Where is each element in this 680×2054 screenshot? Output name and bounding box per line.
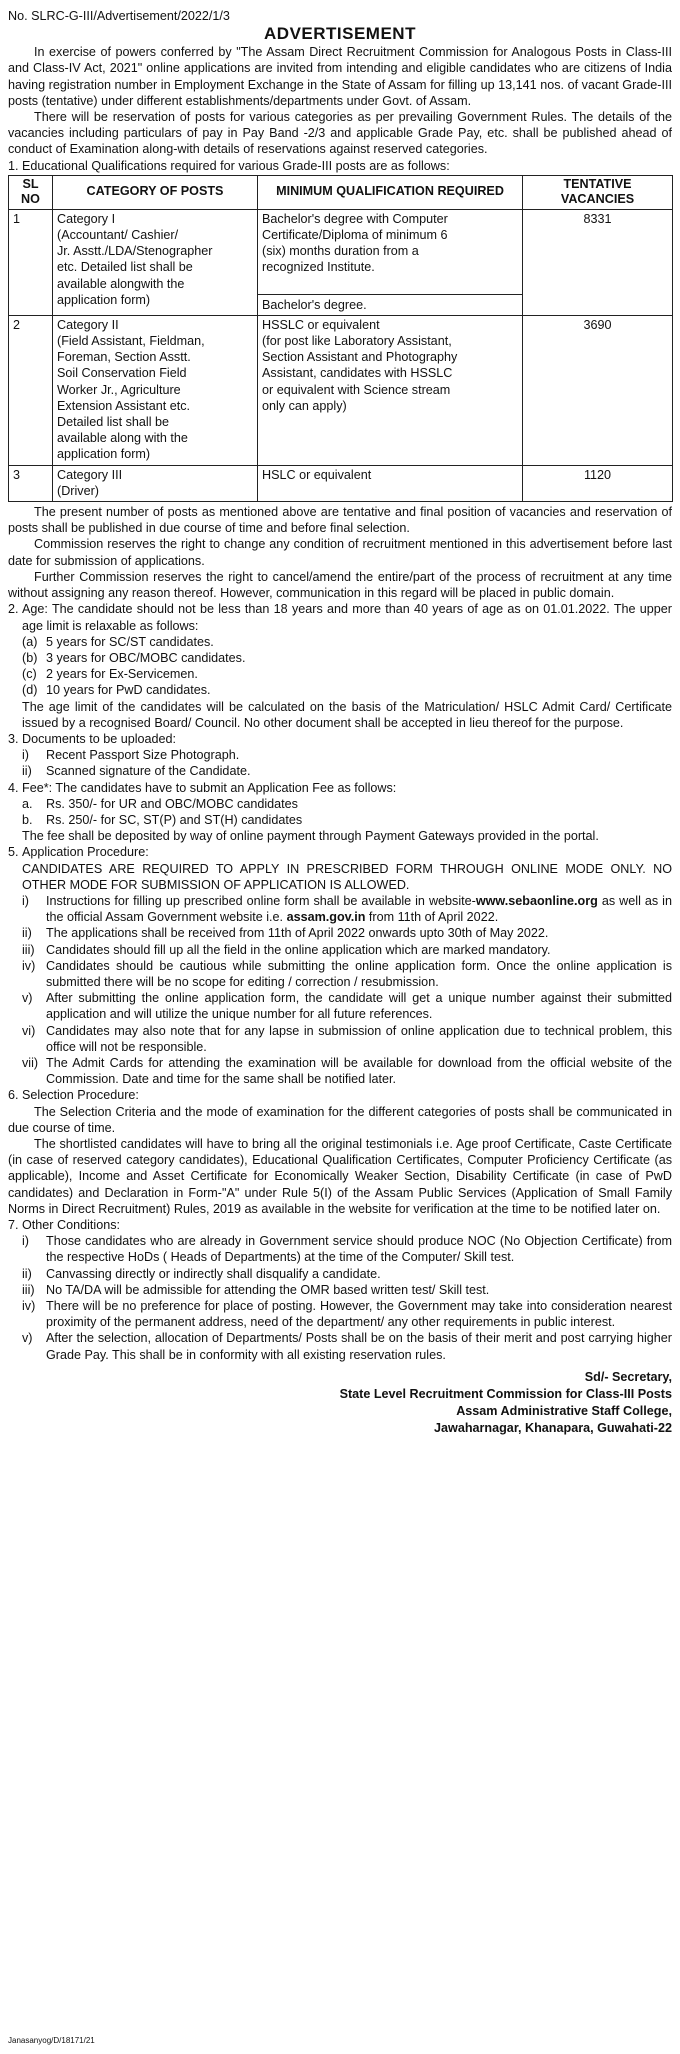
list-marker: (a)	[22, 634, 38, 649]
list-marker: vi)	[22, 1023, 36, 1038]
list-text: 10 years for PwD candidates.	[46, 683, 211, 698]
list-marker: ii)	[22, 764, 32, 779]
list-marker: i)	[22, 1234, 29, 1249]
section-number: 7.	[8, 1218, 19, 1233]
list-marker: b.	[22, 812, 33, 827]
cell-category: Category III (Driver)	[53, 465, 258, 501]
section-application	[8, 844, 672, 860]
cell-category: Category I (Accountant/ Cashier/ Jr. Asstt./LDA/Stenographer etc. Detailed list shall be available alongwith the application form)	[53, 209, 258, 315]
list-text: After submitting the online application form, the candidate will get a unique number against their submitted application and will utilize the unique number for all future references.	[46, 991, 672, 1022]
section-fee	[8, 780, 672, 796]
list-marker: iv)	[22, 958, 36, 973]
cell-category: Category II (Field Assistant, Fieldman, Foreman, Section Asstt. Soil Conservation Field Worker Jr., Agriculture Extension Assistant etc. Detailed list shall be available along with the application form)	[53, 315, 258, 465]
list-text: The applications shall be received from 11th of April 2022 onwards upto 30th of May 2022.	[46, 926, 549, 941]
section-text: Documents to be uploaded:	[22, 731, 177, 746]
list-text: Candidates may also note that for any lapse in submission of online application due to technical problem, this office will not be responsible.	[46, 1023, 672, 1054]
list-marker: (d)	[22, 683, 38, 698]
list-text: Rs. 250/- for SC, ST(P) and ST(H) candidates	[46, 812, 303, 827]
cell-qualification	[258, 209, 523, 315]
list-item	[8, 1282, 672, 1298]
list-text: Scanned signature of the Candidate.	[46, 764, 251, 779]
section-text: Selection Procedure:	[22, 1088, 139, 1103]
cell-sl: 3	[9, 465, 53, 501]
list-item	[8, 763, 672, 779]
section-documents	[8, 731, 672, 747]
instruction-text: from 11th of April 2022.	[365, 910, 499, 925]
list-marker: iii)	[22, 942, 35, 957]
list-item	[8, 812, 672, 828]
rights-paragraph: Commission reserves the right to change any condition of recruitment mentioned in this advertisement before last date for submission of applications.	[8, 537, 672, 568]
list-marker: v)	[22, 1331, 33, 1346]
table-row	[9, 465, 673, 501]
instruction-text: as well as in the official Assam Government website i.e.	[46, 893, 672, 925]
list-item	[8, 1298, 672, 1330]
section-text: Age: The candidate should not be less than 18 years and more than 40 years of age as on 01.01.2022. The upper age limit is relaxable as follows:	[22, 602, 672, 633]
section-age	[8, 601, 672, 633]
section-text: Fee*: The candidates have to submit an Application Fee as follows:	[22, 780, 397, 795]
list-text: There will be no preference for place of posting. However, the Government may take into consideration nearest proximity of the permanent address, need of the department/ any other requirements in public interest.	[46, 1299, 672, 1330]
cell-sl: 2	[9, 315, 53, 465]
signature-block	[8, 1369, 672, 1437]
list-text: 2 years for Ex-Servicemen.	[46, 667, 198, 682]
section-other-conditions	[8, 1217, 672, 1233]
list-item	[8, 893, 672, 925]
list-text: 3 years for OBC/MOBC candidates.	[46, 650, 246, 665]
list-text: Rs. 350/- for UR and OBC/MOBC candidates	[46, 796, 298, 811]
column-header-category: CATEGORY OF POSTS	[53, 175, 258, 209]
cell-vacancies: 8331	[523, 209, 673, 315]
list-text: After the selection, allocation of Departments/ Posts shall be on the basis of their merit and post carrying higher Grade Pay. This shall be in conformity with all existing reservation rules.	[46, 1331, 672, 1362]
selection-paragraph: The Selection Criteria and the mode of examination for the different categories of posts shall be communicated in due course of time.	[8, 1104, 672, 1135]
list-item	[8, 682, 672, 698]
list-marker: a.	[22, 796, 33, 811]
table-header-row	[9, 175, 673, 209]
list-text: Candidates should fill up all the field in the online application which are marked mandatory.	[46, 942, 551, 957]
fee-note: The fee shall be deposited by way of online payment through Payment Gateways provided in the portal.	[22, 829, 599, 844]
list-item	[8, 747, 672, 763]
list-item	[8, 958, 672, 990]
age-note: The age limit of the candidates will be calculated on the basis of the Matriculation/ HSLC Admit Card/ Certificate issued by a recognised Board/ Council. No other document shall be accepted in lieu thereof for the purpose.	[22, 699, 672, 730]
cell-vacancies: 3690	[523, 315, 673, 465]
list-text: Recent Passport Size Photograph.	[46, 748, 240, 763]
signature-line: Jawaharnagar, Khanapara, Guwahati-22	[434, 1420, 672, 1435]
tentative-note-paragraph: The present number of posts as mentioned above are tentative and final position of vacancies and reservation of posts shall be published in due course of time and before final selection.	[8, 505, 672, 536]
footer-code: Janasanyog/D/18171/21	[8, 2036, 95, 2045]
qualification-alt-text: Bachelor's degree.	[258, 294, 522, 313]
column-header-qualification: MINIMUM QUALIFICATION REQUIRED	[258, 175, 523, 209]
list-item	[8, 666, 672, 682]
list-item	[8, 1023, 672, 1055]
intro-paragraph: In exercise of powers conferred by "The Assam Direct Recruitment Commission for Analogous Posts in Class-III and Class-IV Act, 2021" online applications are invited from intending and eligible candidates who are citizens of India having registration number in Employment Exchange in the State of Assam for filling up 13,141 nos. of vacant Grade-III posts (tentative) under different establishments/departments under Govt. of Assam.	[8, 45, 672, 108]
testimonials-paragraph: The shortlisted candidates will have to bring all the original testimonials i.e. Age proof Certificate, Caste Certificate (in case of reserved category candidates), Educational Qualification Certificates, Computer Proficiency Certificate (as applicable), Income and Asset Certificate for Economically Weaker Section, Disability Certificate (in case of PwD candidates) and Declaration in Form-"A" under Rule 5(I) of the Assam Public Services (Application of Small Family Norms in Direct Recruitment) Rules, 2019 as available in the website for verification at the time to be notified later on.	[8, 1137, 672, 1216]
cancel-paragraph: Further Commission reserves the right to cancel/amend the entire/part of the process of recruitment at any time without assigning any reason thereof. However, communication in this regard will be placed in public domain.	[8, 569, 672, 601]
list-item	[8, 925, 672, 941]
signature-line: Assam Administrative Staff College,	[456, 1403, 672, 1418]
list-text: 5 years for SC/ST candidates.	[46, 634, 214, 649]
instruction-text: Instructions for filling up prescribed online form shall be available in website-	[46, 893, 476, 908]
table-row	[9, 315, 673, 465]
list-marker: ii)	[22, 926, 32, 941]
page-title: ADVERTISEMENT	[264, 24, 416, 44]
website-link-seba[interactable]: www.sebaonline.org	[475, 893, 598, 908]
list-item	[8, 650, 672, 666]
list-item	[8, 1330, 672, 1362]
list-item	[8, 1055, 672, 1087]
list-marker: (c)	[22, 667, 37, 682]
section-number: 3.	[8, 731, 19, 746]
section-number: 4.	[8, 780, 19, 795]
section-heading-qualifications: 1. Educational Qualifications required for various Grade-III posts are as follows:	[8, 158, 450, 173]
list-marker: v)	[22, 991, 33, 1006]
vacancy-table	[8, 175, 673, 502]
signature-line: State Level Recruitment Commission for Class-III Posts	[339, 1386, 672, 1401]
list-marker: (b)	[22, 650, 38, 665]
cell-vacancies: 1120	[523, 465, 673, 501]
section-number: 5.	[8, 845, 19, 860]
cell-sl: 1	[9, 209, 53, 315]
list-marker: iv)	[22, 1299, 36, 1314]
list-item	[8, 1266, 672, 1282]
list-text: No TA/DA will be admissible for attending the OMR based written test/ Skill test.	[46, 1282, 490, 1297]
table-row	[9, 209, 673, 315]
cell-qualification: HSSLC or equivalent (for post like Laboratory Assistant, Section Assistant and Photography Assistant, candidates with HSSLC or equivalent with Science stream only can apply)	[258, 315, 523, 465]
list-marker: ii)	[22, 1266, 32, 1281]
list-item	[8, 942, 672, 958]
cell-qualification: HSLC or equivalent	[258, 465, 523, 501]
column-header-vacancies: TENTATIVE VACANCIES	[523, 175, 673, 209]
list-marker: i)	[22, 893, 29, 908]
list-marker: vii)	[22, 1055, 39, 1070]
qualification-text: Bachelor's degree with Computer Certificate/Diploma of minimum 6 (six) months duration from a recognized Institute.	[262, 211, 448, 275]
signature-line: Sd/- Secretary,	[584, 1369, 672, 1384]
column-header-sl: SL NO	[9, 175, 53, 209]
section-selection	[8, 1087, 672, 1103]
list-item	[8, 634, 672, 650]
list-marker: iii)	[22, 1282, 35, 1297]
application-caps-notice: CANDIDATES ARE REQUIRED TO APPLY IN PRESCRIBED FORM THROUGH ONLINE MODE ONLY. NO OTHER MODE FOR SUBMISSION OF APPLICATION IS ALLOWED.	[22, 861, 672, 892]
list-text: The Admit Cards for attending the examination will be available for download from the official website of the Commission. Date and time for the same shall be notified later.	[46, 1055, 672, 1087]
reservation-paragraph: There will be reservation of posts for various categories as per prevailing Government Rules. The details of the vacancies including particulars of pay in Pay Band -2/3 and applicable Grade Pay, etc. shall be published ahead of conduct of Examination along-with details of reservations against reserved categories.	[8, 110, 672, 157]
section-text: Application Procedure:	[22, 845, 149, 860]
list-text: Canvassing directly or indirectly shall disqualify a candidate.	[46, 1266, 381, 1281]
website-link-assam-gov[interactable]: assam.gov.in	[286, 910, 366, 925]
list-item	[8, 1233, 672, 1265]
list-text: Those candidates who are already in Government service should produce NOC (No Objection Certificate) from the respective HoDs ( Heads of Departments) at the time of the Computer/ Skill test.	[46, 1234, 672, 1265]
list-text	[46, 893, 672, 925]
list-text: Candidates should be cautious while submitting the online application form. Once the online application is submitted there will be no scope for editing / correction / resubmission.	[46, 958, 672, 989]
list-item	[8, 990, 672, 1022]
reference-number: No. SLRC-G-III/Advertisement/2022/1/3	[8, 9, 230, 23]
section-number: 6.	[8, 1088, 19, 1103]
list-item	[8, 796, 672, 812]
section-number: 2.	[8, 602, 19, 617]
list-marker: i)	[22, 748, 29, 763]
section-text: Other Conditions:	[22, 1218, 121, 1233]
